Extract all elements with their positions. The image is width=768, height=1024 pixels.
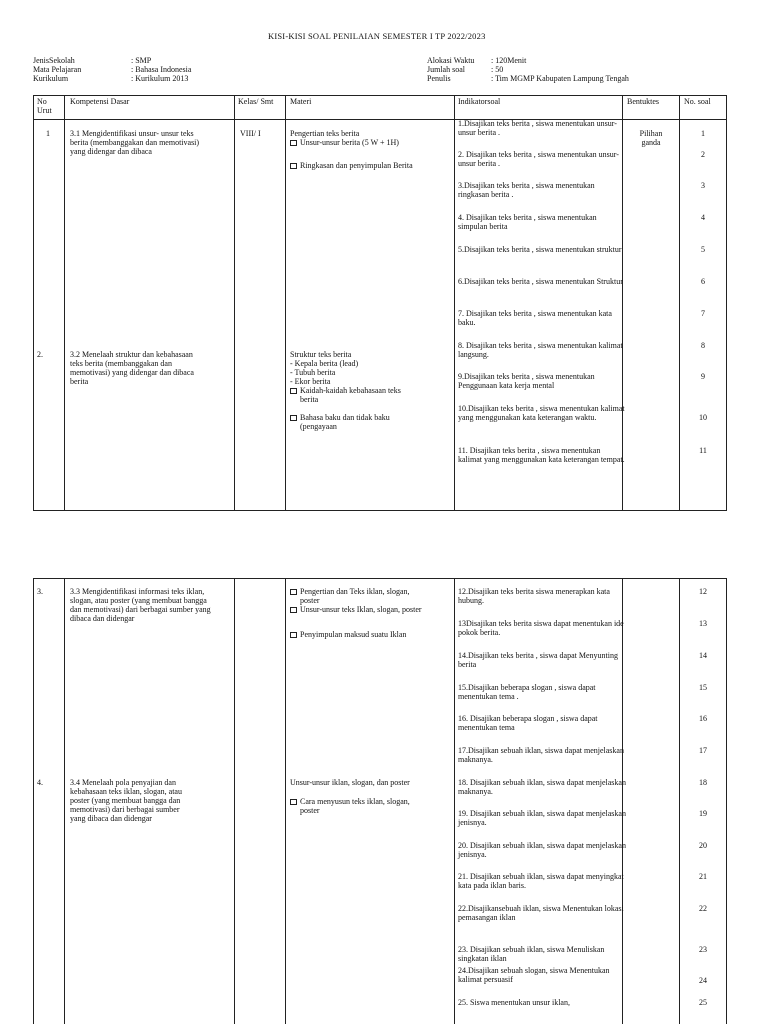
row-1-materi-item-2: Ringkasan dan penyimpulan Berita (300, 161, 413, 170)
meta-value-alokasi-waktu: : 120Menit (491, 56, 527, 65)
indicator-8: 8. Disajikan teks berita , siswa menentukan kalimat langsung. (458, 341, 623, 359)
row-1-bentuk: Pilihan ganda (639, 129, 663, 147)
no-soal-2: 2 (701, 150, 705, 159)
header-kompetensi-dasar: Kompetensi Dasar (70, 97, 130, 106)
meta-value-jumlah-soal: : 50 (491, 65, 504, 74)
indicator-11: 11. Disajikan teks berita , siswa menentukan kalimat yang menggunakan kata keterangan tempat. (458, 446, 625, 464)
no-soal-14: 14 (699, 651, 707, 660)
no-soal-9: 9 (701, 372, 705, 381)
indicator-3: 3.Disajikan teks berita , siswa menentukan ringkasan berita . (458, 181, 595, 199)
no-soal-23: 23 (699, 945, 707, 954)
meta-value-penulis: : Tim MGMP Kabupaten Lampung Tengah (491, 74, 629, 83)
indicator-24: 24.Disajikan sebuah slogan, siswa Menentukan kalimat persuasif (458, 966, 610, 984)
meta-label-jenis-sekolah: JenisSekolah (33, 56, 75, 65)
no-soal-13: 13 (699, 619, 707, 628)
no-soal-19: 19 (699, 809, 707, 818)
indicator-9: 9.Disajikan teks berita , siswa menentukan Penggunaan kata kerja mental (458, 372, 595, 390)
meta-label-alokasi-waktu: Alokasi Waktu (427, 56, 475, 65)
no-soal-7: 7 (701, 309, 705, 318)
row-2-no: 2. (37, 350, 43, 359)
indicator-23: 23. Disajikan sebuah iklan, siswa Menuliskan singkatan iklan (458, 945, 605, 963)
row-1-no: 1 (46, 129, 50, 138)
no-soal-6: 6 (701, 277, 705, 286)
indicator-19: 19. Disajikan sebuah iklan, siswa dapat menjelaskan jenisnya. (458, 809, 626, 827)
header-bentuk-tes: Bentuktes (627, 97, 659, 106)
no-soal-20: 20 (699, 841, 707, 850)
meta-value-jenis-sekolah: : SMP (131, 56, 152, 65)
row-3-materi-item-3: Penyimpulan maksud suatu Iklan (300, 630, 407, 639)
no-soal-12: 12 (699, 587, 707, 596)
header-no-soal: No. soal (684, 97, 711, 106)
no-soal-15: 15 (699, 683, 707, 692)
meta-label-jumlah-soal: Jumlah soal (427, 65, 465, 74)
row-2-materi-dash-3: - Ekor berita (290, 377, 331, 386)
indicator-14: 14.Disajikan teks berita , siswa dapat Menyunting berita (458, 651, 618, 669)
row-3-no: 3. (37, 587, 43, 596)
header-no-urut: No Urut (37, 97, 52, 115)
no-soal-3: 3 (701, 181, 705, 190)
row-1-materi-item-1: Unsur-unsur berita (5 W + 1H) (300, 138, 399, 147)
header-indikator-soal: Indikatorsoal (458, 97, 501, 106)
checkbox-bullet-icon (290, 388, 297, 394)
checkbox-bullet-icon (290, 607, 297, 613)
indicator-17: 17.Disajikan sebuah iklan, siswa dapat menjelaskan maknanya. (458, 746, 624, 764)
row-4-no: 4. (37, 778, 43, 787)
row-3-materi-item-1: Pengertian dan Teks iklan, slogan, poster (300, 587, 410, 605)
row-2-materi-item-2: Bahasa baku dan tidak baku (pengayaan (300, 413, 390, 431)
row-4-materi-item-1: Cara menyusun teks iklan, slogan, poster (300, 797, 410, 815)
no-soal-25: 25 (699, 998, 707, 1007)
no-soal-18: 18 (699, 778, 707, 787)
checkbox-bullet-icon (290, 632, 297, 638)
meta-label-penulis: Penulis (427, 74, 451, 83)
indicator-10: 10.Disajikan teks berita , siswa menentukan kalimat yang menggunakan kata keterangan waktu. (458, 404, 625, 422)
indicator-6: 6.Disajikan teks berita , siswa menentukan Struktur (458, 277, 623, 286)
row-2-materi-dash-1: - Kepala berita (lead) (290, 359, 359, 368)
row-2-materi-dash-2: - Tubuh berita (290, 368, 336, 377)
row-1-materi-title: Pengertian teks berita (290, 129, 360, 138)
row-1-kelas: VIII/ I (240, 129, 261, 138)
header-materi: Materi (290, 97, 312, 106)
indicator-5: 5.Disajikan teks berita , siswa menentukan struktur (458, 245, 622, 254)
no-soal-10: 10 (699, 413, 707, 422)
meta-value-kurikulum: : Kurikulum 2013 (131, 74, 189, 83)
indicator-21: 21. Disajikan sebuah iklan, siswa dapat menyingkat kata pada iklan baris. (458, 872, 624, 890)
indicator-7: 7. Disajikan teks berita , siswa menentukan kata baku. (458, 309, 612, 327)
indicator-13: 13Disajikan teks berita siswa dapat menentukan ide pokok berita. (458, 619, 624, 637)
row-3-kd: 3.3 Mengidentifikasi informasi teks iklan, slogan, atau poster (yang membuat bangga dan memotivasi) dari berbagai sumber yang dibaca dan didengar (70, 587, 211, 623)
row-2-kd: 3.2 Menelaah struktur dan kebahasaan teks berita (membanggakan dan memotivasi) yang didengar dan dibaca berita (70, 350, 194, 386)
indicator-15: 15.Disajikan beberapa slogan , siswa dapat menentukan tema . (458, 683, 596, 701)
meta-label-kurikulum: Kurikulum (33, 74, 69, 83)
no-soal-24: 24 (699, 976, 707, 985)
meta-value-mata-pelajaran: : Bahasa Indonesia (131, 65, 192, 74)
checkbox-bullet-icon (290, 163, 297, 169)
indicator-22: 22.Disajikansebuah iklan, siswa Menentukan lokasi pemasangan iklan (458, 904, 624, 922)
meta-label-mata-pelajaran: Mata Pelajaran (33, 65, 82, 74)
indicator-25: 25. Siswa menentukan unsur iklan, (458, 998, 570, 1007)
row-2-materi-title: Struktur teks berita (290, 350, 352, 359)
row-2-materi-item-1: Kaidah-kaidah kebahasaan teks berita (300, 386, 401, 404)
indicator-1: 1.Disajikan teks berita , siswa menentukan unsur-unsur berita . (458, 119, 617, 137)
checkbox-bullet-icon (290, 140, 297, 146)
checkbox-bullet-icon (290, 799, 297, 805)
row-4-materi-title: Unsur-unsur iklan, slogan, dan poster (290, 778, 410, 787)
checkbox-bullet-icon (290, 415, 297, 421)
row-3-materi-item-2: Unsur-unsur teks Iklan, slogan, poster (300, 605, 422, 614)
no-soal-22: 22 (699, 904, 707, 913)
indicator-2: 2. Disajikan teks berita , siswa menentukan unsur-unsur berita . (458, 150, 619, 168)
no-soal-17: 17 (699, 746, 707, 755)
no-soal-21: 21 (699, 872, 707, 881)
document-title: KISI-KISI SOAL PENILAIAN SEMESTER I TP 2022/2023 (268, 31, 486, 41)
no-soal-11: 11 (699, 446, 707, 455)
indicator-20: 20. Disajikan sebuah iklan, siswa dapat menjelaskan jenisnya. (458, 841, 626, 859)
no-soal-5: 5 (701, 245, 705, 254)
indicator-4: 4. Disajikan teks berita , siswa menentukan simpulan berita (458, 213, 597, 231)
header-kelas-smt: Kelas/ Smt (238, 97, 274, 106)
row-1-kd: 3.1 Mengidentifikasi unsur- unsur teks berita (membanggakan dan memotivasi) yang didengar dan dibaca (70, 129, 200, 156)
no-soal-8: 8 (701, 341, 705, 350)
row-4-kd: 3.4 Menelaah pola penyajian dan kebahasaan teks iklan, slogan, atau poster (yang membuat bangga dan memotivasi) dari berbagai sumber yang dibaca dan didengar (70, 778, 182, 823)
indicator-18: 18. Disajikan sebuah iklan, siswa dapat menjelaskan maknanya. (458, 778, 626, 796)
no-soal-4: 4 (701, 213, 705, 222)
checkbox-bullet-icon (290, 589, 297, 595)
no-soal-1: 1 (701, 129, 705, 138)
indicator-12: 12.Disajikan teks berita siswa menerapkan kata hubung. (458, 587, 610, 605)
no-soal-16: 16 (699, 714, 707, 723)
indicator-16: 16. Disajikan beberapa slogan , siswa dapat menentukan tema (458, 714, 598, 732)
